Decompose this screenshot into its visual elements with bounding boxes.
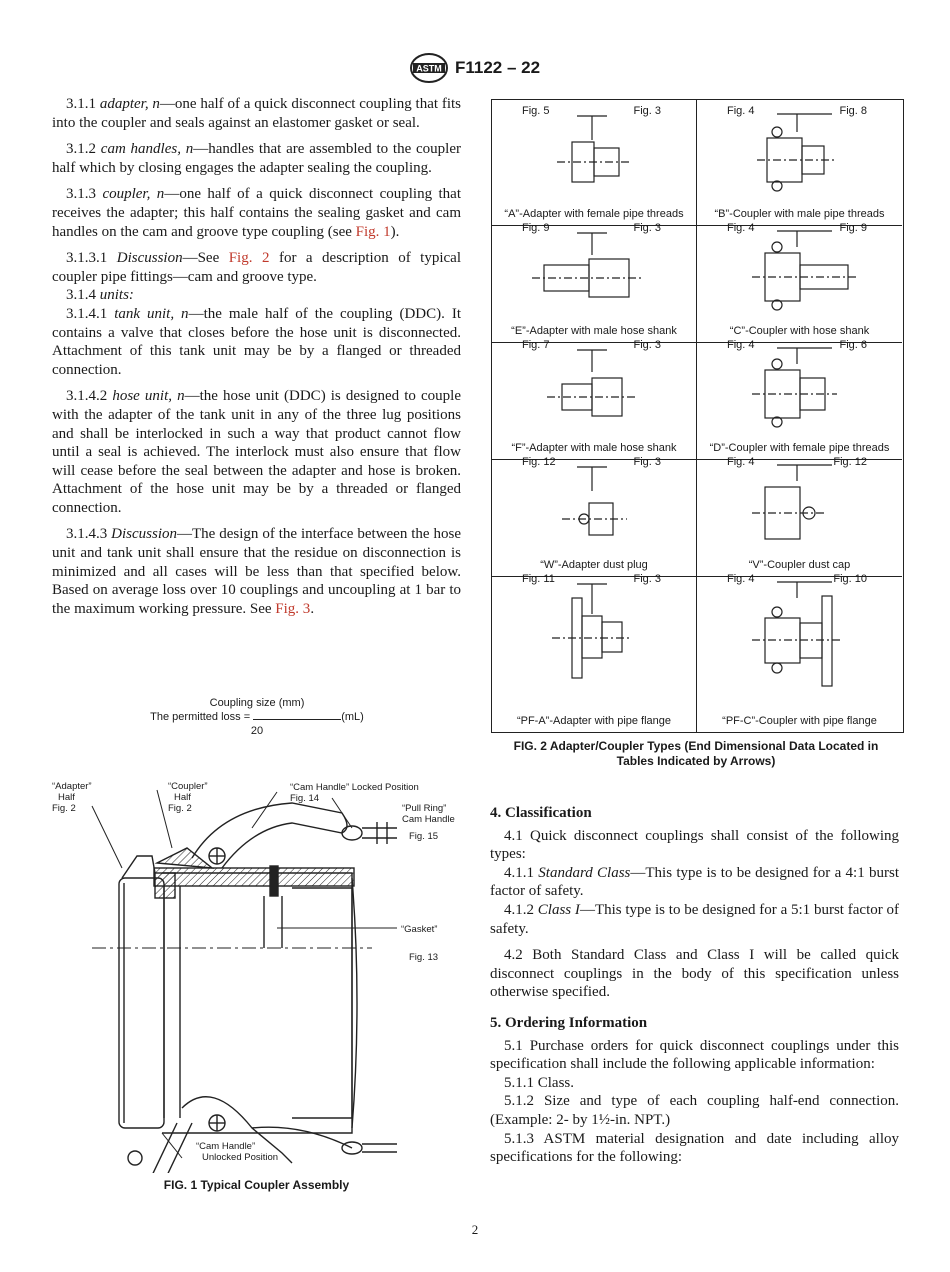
adapter-drawing: [492, 568, 697, 732]
fig2-cell: [697, 100, 902, 226]
fig2-cell-right-ref: Fig. 3: [633, 339, 661, 351]
para-5-1-1: 5.1.1 Class.: [504, 1074, 575, 1091]
fig2-cell-left-ref: Fig. 4: [727, 456, 755, 468]
fig2-cell: [697, 217, 902, 343]
section-5-title: 5. Ordering Information: [490, 1014, 648, 1031]
fig2-cell-left-ref: Fig. 4: [727, 573, 755, 585]
link-fig-1[interactable]: Fig. 1: [355, 223, 391, 240]
fig2-cell-label: “PF-C”-Coupler with pipe flange: [722, 715, 877, 727]
section-4-title: 4. Classification: [490, 805, 592, 821]
fig2-cell-left-ref: Fig. 4: [727, 339, 755, 351]
formula-denominator: 20: [250, 725, 264, 737]
fig1-label-coupler: “Coupler” Half Fig. 2: [168, 781, 208, 814]
fig2-cell: [492, 568, 697, 732]
para-3-1-3-1: 3.1.3.1 Discussion—See Fig. 2 for a description of typical coupler pipe fittings—cam and groove type.: [52, 250, 461, 285]
fig2-cell-left-ref: Fig. 5: [522, 105, 550, 117]
fig2-cell-right-ref: Fig. 3: [633, 222, 661, 234]
para-3-1-4-3: 3.1.4.3 Discussion—The design of the interface between the hose unit and tank unit shall ensure that the residue on disconnection is minimized and all cases will be less than that specified below. Based on average loss over 10 couplings and uncoupling at 1 bar to the maximum working pressure. See Fig. 3.: [52, 526, 461, 617]
fig2-cell: [492, 217, 697, 343]
fig2-cell-left-ref: Fig. 11: [522, 573, 555, 585]
right-column: [490, 804, 899, 1167]
fig2-cell-right-ref: Fig. 12: [833, 456, 867, 468]
fig2-cell: [697, 451, 902, 577]
fig2-cell-label: “V”-Coupler dust cap: [748, 559, 851, 571]
fig2-cell-label: “B”-Coupler with male pipe threads: [714, 208, 885, 220]
fig2-cell: [492, 100, 697, 226]
fig1-label-adapter: “Adapter” Half Fig. 2: [52, 781, 92, 814]
fig2-cell-left-ref: Fig. 4: [727, 222, 755, 234]
fig2-cell-right-ref: Fig. 10: [833, 573, 867, 585]
para-4-2: 4.2 Both Standard Class and Class I will be called quick disconnect couplings in the body of this specification unless otherwise specified.: [490, 947, 899, 1001]
para-3-1-4: 3.1.4 units:: [66, 287, 134, 304]
fig2-cell-left-ref: Fig. 4: [727, 105, 755, 117]
fig2-cell-right-ref: Fig. 9: [839, 222, 867, 234]
link-fig-3[interactable]: Fig. 3: [275, 600, 311, 617]
fig2-cell: [697, 568, 902, 732]
fig2-cell-label: “A”-Adapter with female pipe threads: [504, 208, 684, 220]
fig2-cell: [492, 334, 697, 460]
page-number: 2: [471, 1222, 479, 1237]
fig2-cell-label: “C”-Coupler with hose shank: [729, 325, 870, 337]
para-5-1-2: 5.1.2 Size and type of each coupling half-end connection. (Example: 2- by 1½-in. NPT.): [490, 1093, 899, 1128]
fig2-cell-right-ref: Fig. 6: [839, 339, 867, 351]
fig2-cell-left-ref: Fig. 7: [522, 339, 550, 351]
fig1-label-cam-unlocked: “Cam Handle” Unlocked Position: [196, 1141, 279, 1163]
fig2-cell-label: “D”-Coupler with female pipe threads: [709, 442, 890, 454]
para-5-1: 5.1 Purchase orders for quick disconnect couplings under this specification shall include the following applicable information:: [490, 1037, 899, 1073]
fig1-label-cam-locked: “Cam Handle” Locked Position Fig. 14: [290, 782, 419, 804]
fig2-cell-left-ref: Fig. 9: [522, 222, 550, 234]
logo-text: ASTM: [416, 63, 442, 74]
para-4-1: 4.1 Quick disconnect couplings shall consist of the following types:: [490, 827, 899, 863]
fig2-cell: [492, 451, 697, 577]
fig2-cell-left-ref: Fig. 12: [522, 456, 556, 468]
fig-2-caption: FIG. 2 Adapter/Coupler Types (End Dimensional Data Located in Tables Indicated by Arrows): [513, 739, 879, 768]
fig-1-caption: FIG. 1 Typical Coupler Assembly: [163, 1178, 350, 1192]
link-fig-2[interactable]: Fig. 2: [228, 250, 270, 267]
para-3-1-4-1: 3.1.4.1 tank unit, n—the male half of the coupling (DDC). It contains a valve that closes before the hose unit is disconnected. Attachment of this tank unit may be by a flanged or threaded connection.: [52, 305, 461, 378]
fig2-cell-right-ref: Fig. 3: [633, 573, 661, 585]
para-4-1-2: 4.1.2 Class I—This type is to be designed for a 5:1 burst factor of safety.: [490, 901, 900, 937]
para-3-1-1: 3.1.1 adapter, n—one half of a quick disconnect coupling that fits into the coupler and seals against an elastomer gasket or seal.: [52, 96, 462, 131]
fig1-label-pull-ring-fig: Fig. 15: [409, 831, 439, 842]
fig1-label-gasket: “Gasket”: [401, 924, 438, 935]
fig-2-grid: [491, 99, 904, 733]
fig2-cell-label: “F”-Adapter with male hose shank: [511, 442, 677, 454]
fig2-cell-right-ref: Fig. 8: [839, 105, 867, 117]
para-3-1-3: 3.1.3 coupler, n—one half of a quick disconnect coupling that receives the adapter; this half contains the sealing gasket and cam handles on the cam and groove type coupling (see Fig. 1).: [52, 186, 461, 240]
fig1-label-fig13: Fig. 13: [409, 952, 439, 963]
fig2-cell-label: “W”-Adapter dust plug: [540, 559, 648, 571]
coupler-drawing: [697, 568, 902, 732]
para-5-1-3: 5.1.3 ASTM material designation and date including alloy specifications for the following:: [490, 1130, 899, 1166]
para-3-1-2: 3.1.2 cam handles, n—handles that are assembled to the coupler half which by closing engages the adapter sealing the coupling.: [52, 141, 462, 176]
formula-line: The permitted loss = (mL): [150, 711, 364, 723]
para-3-1-4-2: 3.1.4.2 hose unit, n—the hose unit (DDC) is designed to couple with the adapter of the tank unit in any of the three lug positions and shall be interlocked in such a way that product cannot flow until a seal is achieved. The interlock must also ensure that flow will cease before the seal between the adapter and hose is broken. Attachment of the hose unit may be by a threaded or flanged connection.: [52, 388, 462, 516]
para-4-1-1: 4.1.1 Standard Class—This type is to be designed for a 4:1 burst factor of safety.: [490, 864, 899, 900]
fig1-label-pull-ring: “Pull Ring” Cam Handle: [402, 803, 455, 825]
left-column: [52, 95, 461, 618]
fig2-cell: [697, 334, 902, 460]
fig2-cell-label: “E”-Adapter with male hose shank: [511, 325, 677, 337]
formula-numerator: Coupling size (mm): [209, 697, 305, 709]
astm-logo: [409, 52, 449, 84]
document-designation: F1122 – 22: [455, 58, 541, 77]
fig2-cell-right-ref: Fig. 3: [633, 105, 661, 117]
fig2-cell-right-ref: Fig. 3: [633, 456, 661, 468]
fig2-cell-label: “PF-A”-Adapter with pipe flange: [516, 715, 672, 727]
